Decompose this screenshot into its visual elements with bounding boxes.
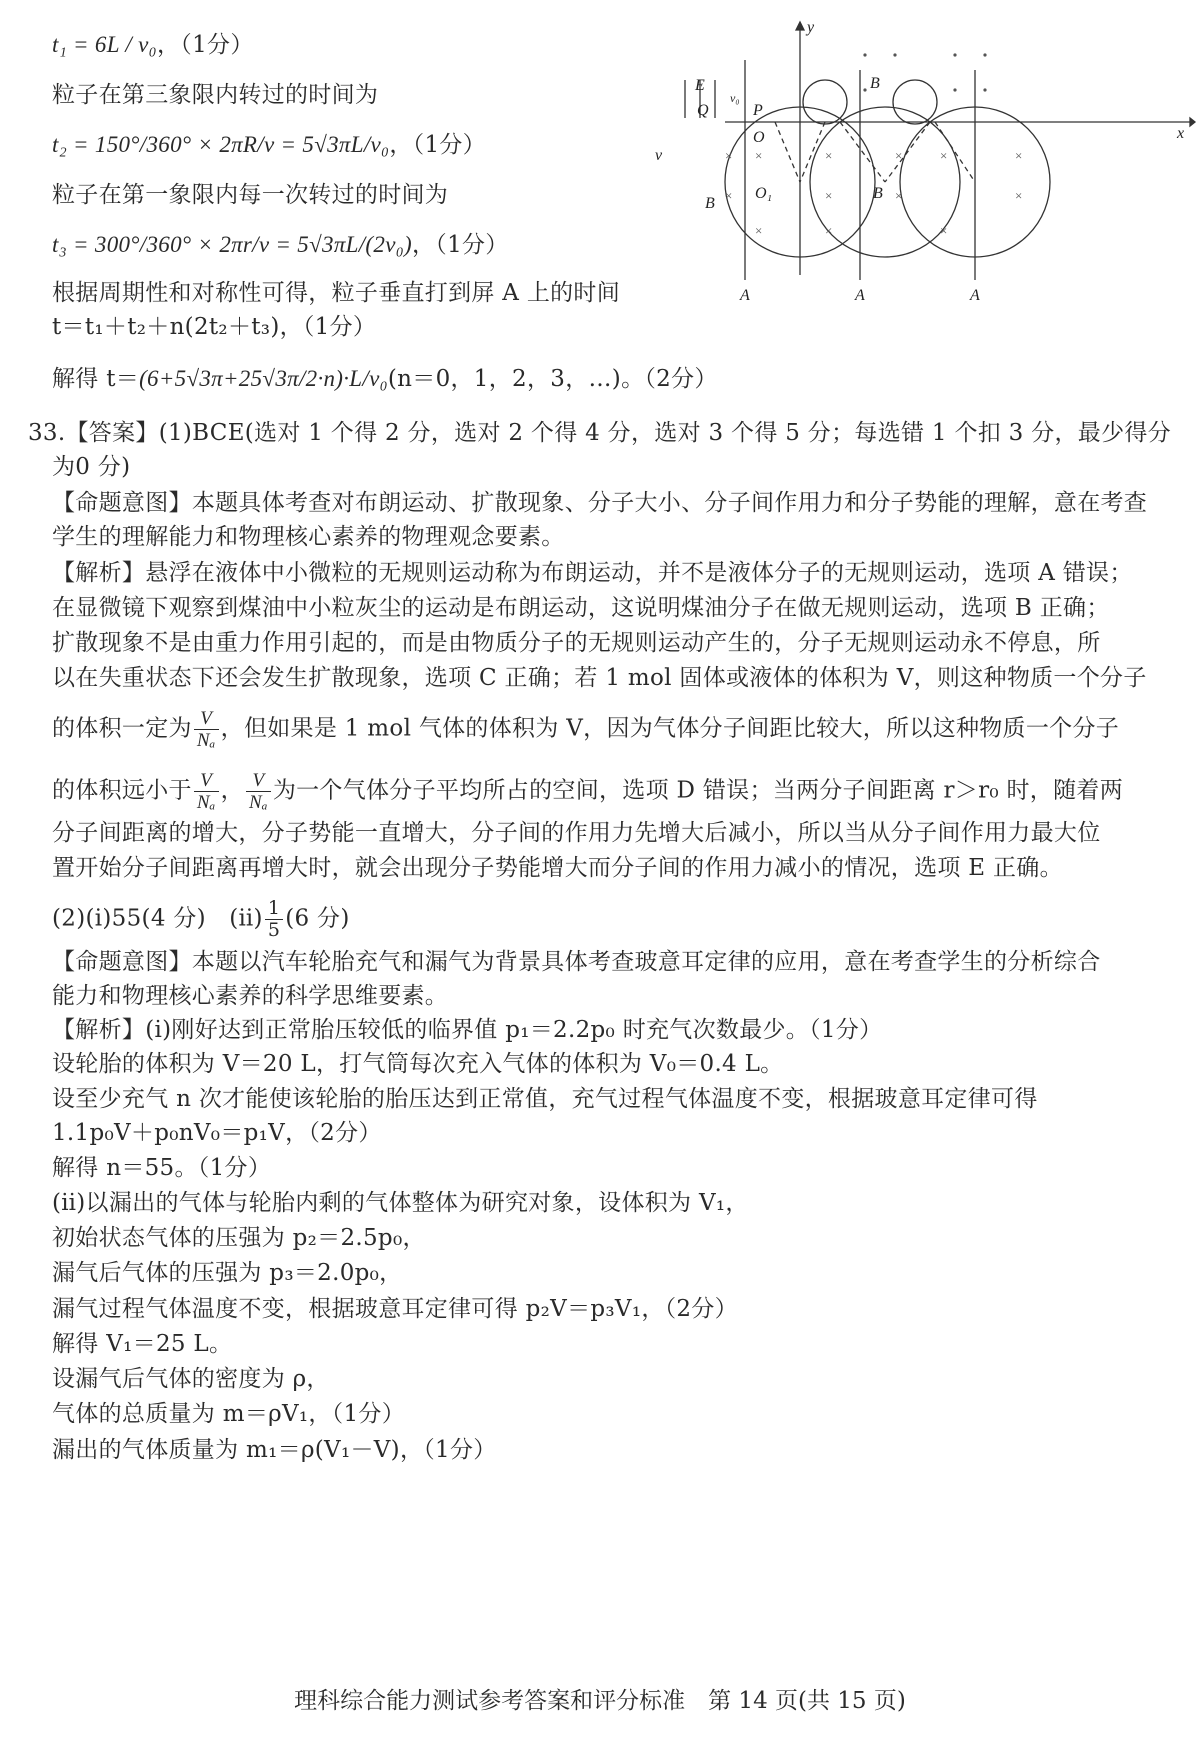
part2-step-6: (ⅱ)以漏出的气体与轮胎内剩的气体整体为研究对象，设体积为 V₁， <box>52 1190 749 1216</box>
svg-text:×: × <box>940 148 948 163</box>
svg-text:×: × <box>825 223 833 238</box>
solve-suffix: (n＝0，1，2，3，…)。（2分） <box>387 366 718 392</box>
solve-prefix: 解得 t＝ <box>52 366 140 392</box>
label-A-right: A <box>970 287 980 304</box>
t2-score: ，（1分） <box>389 132 486 158</box>
q33-analysis-3: 扩散现象不是由重力作用引起的，而是由物质分子的无规则运动产生的，分子无规则运动永不停息，所 <box>52 630 1101 656</box>
q33-analysis-1: 悬浮在液体中小微粒的无规则运动称为布朗运动，并不是液体分子的无规则运动，选项 A 错误； <box>145 560 1133 586</box>
trajectory-diagram <box>655 10 1195 340</box>
q33-analysis-2: 在显微镜下观察到煤油中小粒灰尘的运动是布朗运动，这说明煤油分子在做无规则运动，选项 B 正确； <box>52 595 1110 621</box>
radius-dash-3 <box>840 122 885 182</box>
part2-answer-line <box>52 898 350 941</box>
fraction-numerator: V <box>194 708 219 730</box>
q33-intent-text-2: 学生的理解能力和物理核心素养的物理观念要素。 <box>52 524 565 550</box>
part2-step-3: 设至少充气 n 次才能使该轮胎的胎压达到正常值，充气过程气体温度不变，根据玻意耳定律可得 <box>52 1086 1038 1112</box>
q33-analysis-5-pre: 的体积一定为 <box>52 715 192 742</box>
solve-line <box>52 364 718 394</box>
q33-intent-line <box>52 488 1147 518</box>
svg-text:×: × <box>755 148 763 163</box>
q33-analysis-5 <box>52 708 1119 751</box>
q33-intent-text: 本题具体考查对布朗运动、扩散现象、分子大小、分子间作用力和分子势能的理解，意在考查 <box>191 490 1148 516</box>
t2-formula: t₂ = 150°/360° × 2πR/v = 5√3πL/v₀ <box>52 132 390 157</box>
svg-text:×: × <box>825 148 833 163</box>
q33-analysis-6-pre: 的体积远小于 <box>52 777 192 804</box>
q33-answer-text: (1)BCE(选对 1 个得 2 分，选对 2 个得 4 分，选对 3 个得 5 分；每选错 1 个扣 3 分，最少得分 <box>158 420 1171 446</box>
fraction-numerator: V <box>194 770 219 792</box>
q33-analysis-8: 置开始分子间距离再增大时，就会出现分子势能增大而分子间的作用力减小的情况，选项 E 正确。 <box>52 855 1063 881</box>
q33-answer-text-2: 为0 分) <box>52 454 131 480</box>
fraction-one-fifth <box>265 898 283 941</box>
period-text: 根据周期性和对称性可得，粒子垂直打到屏 A 上的时间 <box>52 280 621 306</box>
q33-analysis-6 <box>52 770 1123 813</box>
radius-dash-4 <box>885 122 930 182</box>
part2-step-10: 解得 V₁＝25 L。 <box>52 1331 233 1357</box>
y-axis-arrow <box>796 22 804 30</box>
label-B-mid: B <box>873 185 883 202</box>
label-P: P <box>753 102 763 119</box>
svg-text:×: × <box>755 223 763 238</box>
label-v: v <box>655 147 663 164</box>
part2-step-13: 漏出的气体质量为 m₁＝ρ(V₁－V)，（1分） <box>52 1437 497 1463</box>
svg-text:×: × <box>725 148 733 163</box>
label-Q: Q <box>697 102 709 119</box>
q33-answer-line <box>28 418 1171 448</box>
fraction-numerator: V <box>246 770 271 792</box>
t2-line <box>52 130 486 160</box>
page-footer: 理科综合能力测试参考答案和评分标准 第 14 页(共 15 页) <box>294 1688 906 1714</box>
x-axis-arrow <box>1190 118 1195 126</box>
part2-step-7: 初始状态气体的压强为 p₂＝2.5p₀， <box>52 1225 426 1251</box>
part2-analysis-line-1 <box>52 1015 882 1045</box>
label-v0: v₀ <box>730 91 740 105</box>
part2-step-4: 1.1p₀V＋p₀nV₀＝p₁V，（2分） <box>52 1120 382 1146</box>
part2-step-9: 漏气过程气体温度不变，根据玻意耳定律可得 p₂V＝p₃V₁，（2分） <box>52 1296 738 1322</box>
q33-analysis-5-post: ，但如果是 1 mol 气体的体积为 V，因为气体分子间距比较大，所以这种物质一个分子 <box>220 715 1120 742</box>
q33-analysis-tag: 【解析】 <box>52 560 146 586</box>
q3-text: 粒子在第三象限内转过的时间为 <box>52 82 379 108</box>
fraction-v-over-na-2 <box>194 770 219 813</box>
q33-analysis-7: 分子间距离的增大，分子势能一直增大，分子间的作用力先增大后减小，所以当从分子间作用力最大位 <box>52 820 1101 846</box>
q33-analysis-6-mid: ， <box>220 777 244 804</box>
q33-intent-tag: 【命题意图】 <box>52 490 192 516</box>
q33-analysis-4: 以在失重状态下还会发生扩散现象，选项 C 正确；若 1 mol 固体或液体的体积为 V，则这种物质一个分子 <box>52 665 1147 691</box>
label-E: E <box>695 77 705 94</box>
radius-dash-2 <box>800 122 825 182</box>
svg-text:×: × <box>725 188 733 203</box>
label-B-top: B <box>870 75 880 92</box>
part2-intent-tag: 【命题意图】 <box>52 949 192 975</box>
q33-answer-tag: 【答案】 <box>65 420 159 446</box>
label-A-left: A <box>740 287 750 304</box>
svg-text:×: × <box>825 188 833 203</box>
part2-step-11: 设漏气后气体的密度为 ρ， <box>52 1366 330 1392</box>
part2-intent-text-2: 能力和物理核心素养的科学思维要素。 <box>52 983 449 1009</box>
q1-text: 粒子在第一象限内每一次转过的时间为 <box>52 182 449 208</box>
svg-text:×: × <box>1015 188 1023 203</box>
fraction-denominator: Nₐ <box>248 792 268 813</box>
label-B-left: B <box>705 195 715 212</box>
svg-text:×: × <box>940 223 948 238</box>
radius-dash-1 <box>775 122 800 182</box>
t1-line <box>52 30 254 60</box>
fraction-v-over-na <box>194 708 219 751</box>
part2-answer-pre: (2)(ⅰ)55(4 分) (ⅱ) <box>52 905 263 932</box>
t3-formula: t₃ = 300°/360° × 2πr/v = 5√3πL/(2v₀) <box>52 232 412 257</box>
part2-step-12: 气体的总质量为 m＝ρV₁，（1分） <box>52 1401 406 1427</box>
part2-step-2: 设轮胎的体积为 V＝20 L，打气筒每次充入气体的体积为 V₀＝0.4 L。 <box>52 1051 784 1077</box>
fraction-denominator: Nₐ <box>196 730 216 751</box>
svg-text:×: × <box>895 188 903 203</box>
label-x: x <box>1177 125 1185 142</box>
t-total: t＝t₁＋t₂＋n(2t₂＋t₃)，（1分） <box>52 314 377 340</box>
solve-body: (6+5√3π+25√3π/2·n)·L/v₀ <box>139 366 388 391</box>
t1-score: ，（1分） <box>156 32 254 58</box>
part2-step-8: 漏气后气体的压强为 p₃＝2.0p₀， <box>52 1260 403 1286</box>
q33-analysis-line-1 <box>52 558 1133 588</box>
fraction-denominator: Nₐ <box>196 792 216 813</box>
t3-score: ，（1分） <box>411 232 509 258</box>
svg-text:×: × <box>1015 148 1023 163</box>
t1-formula: t₁ = 6L / v₀ <box>52 32 157 57</box>
label-O: O <box>753 129 765 146</box>
part2-intent-text: 本题以汽车轮胎充气和漏气为背景具体考查玻意耳定律的应用，意在考查学生的分析综合 <box>191 949 1101 975</box>
part2-analysis-tag: 【解析】 <box>52 1017 146 1043</box>
small-orbit-1 <box>803 80 847 124</box>
fraction-numerator: 1 <box>265 898 283 920</box>
t3-line <box>52 230 509 260</box>
q33-analysis-6-post: 为一个气体分子平均所占的空间，选项 D 错误；当两分子间距离 r＞r₀ 时，随着两 <box>272 777 1124 804</box>
label-O1: O₁ <box>755 185 773 202</box>
fraction-denominator: 5 <box>267 919 281 941</box>
svg-text:×: × <box>895 148 903 163</box>
part2-answer-post: (6 分) <box>285 905 350 932</box>
q33-number: 33. <box>28 420 66 446</box>
fraction-v-over-na-3 <box>246 770 271 813</box>
part2-intent-line <box>52 947 1101 977</box>
part2-step-1: (ⅰ)刚好达到正常胎压较低的临界值 p₁＝2.2p₀ 时充气次数最少。（1分） <box>145 1017 883 1043</box>
part2-step-5: 解得 n＝55。（1分） <box>52 1155 272 1181</box>
label-y: y <box>807 19 815 36</box>
label-A-middle: A <box>855 287 865 304</box>
small-orbit-2 <box>893 80 937 124</box>
field-dot-marks <box>863 53 986 91</box>
